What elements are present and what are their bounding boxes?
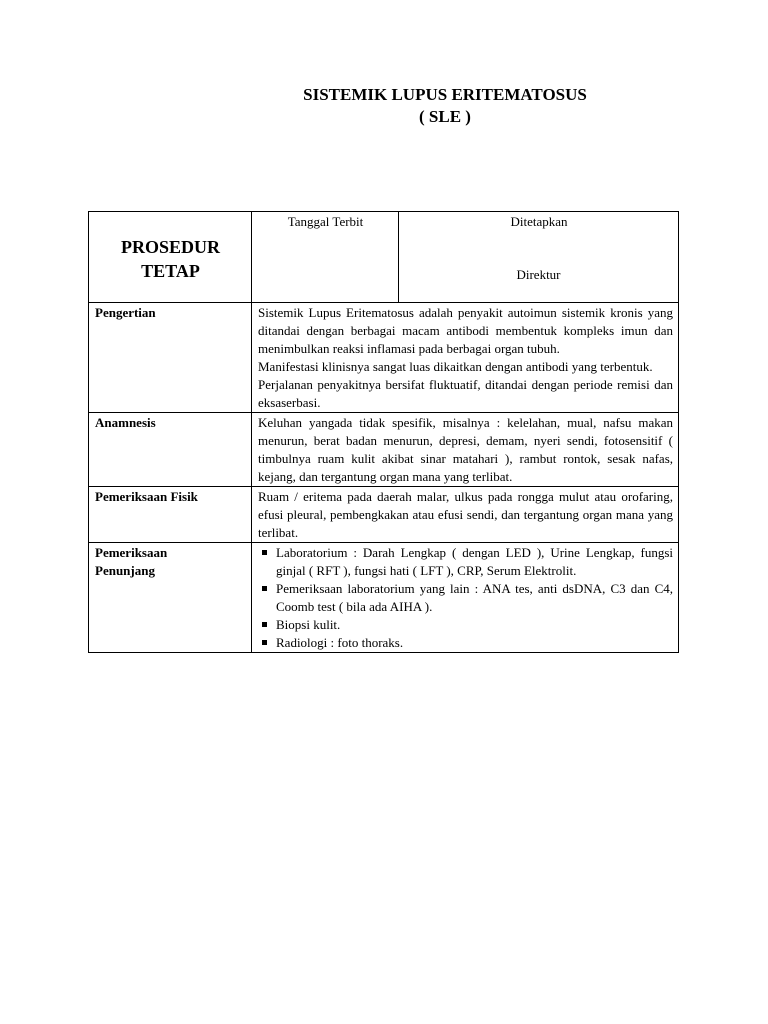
square-bullet-icon (262, 550, 267, 555)
row-anamnesis (89, 413, 679, 487)
pengertian-paragraph-1: Sistemik Lupus Eritematosus adalah penyakit autoimun sistemik kronis yang ditandai dengan berbagai macam antibodi membentuk kompleks imun dan menimbulkan reaksi inflamasi pada berbagai organ tubuh. (258, 305, 673, 356)
header-row (89, 212, 679, 303)
pemeriksaan-fisik-label: Pemeriksaan Fisik (89, 487, 252, 543)
list-item (258, 634, 673, 652)
tanggal-terbit-label: Tanggal Terbit (287, 214, 364, 229)
procedure-table (88, 211, 679, 653)
anamnesis-content (252, 413, 679, 487)
anamnesis-label: Anamnesis (89, 413, 252, 487)
pengertian-paragraph-3: Perjalanan penyakitnya bersifat fluktuatif, ditandai dengan periode remisi dan eksaserbasi. (258, 377, 673, 410)
pemeriksaan-fisik-text: Ruam / eritema pada daerah malar, ulkus pada rongga mulut atau orofaring, efusi pleural, pembengkakan atau efusi sendi, dan tergantung organ mana yang terlibat. (258, 489, 673, 540)
pengertian-content (252, 303, 679, 413)
row-pengertian (89, 303, 679, 413)
list-item-text: Pemeriksaan laboratorium yang lain : ANA tes, anti dsDNA, C3 dan C4, Coomb test ( bila ada AIHA ). (276, 581, 673, 614)
penunjang-list (258, 544, 673, 652)
row-pemeriksaan-fisik (89, 487, 679, 543)
list-item-text: Laboratorium : Darah Lengkap ( dengan LED ), Urine Lengkap, fungsi ginjal ( RFT ), fungsi hati ( LFT ), CRP, Serum Elektrolit. (276, 545, 673, 578)
tanggal-terbit-cell (252, 212, 399, 303)
list-item (258, 580, 673, 616)
prosedur-label: PROSEDUR (120, 237, 220, 257)
list-item-text: Radiologi : foto thoraks. (276, 635, 404, 650)
pemeriksaan-fisik-content (252, 487, 679, 543)
square-bullet-icon (262, 586, 267, 591)
ditetapkan-label: Ditetapkan (510, 214, 568, 229)
penunjang-label-line-2: Penunjang (95, 563, 155, 578)
row-pemeriksaan-penunjang (89, 543, 679, 653)
prosedur-tetap-cell (89, 212, 252, 303)
document-title (240, 84, 650, 128)
title-line-2: ( SLE ) (419, 107, 471, 126)
title-line-1: SISTEMIK LUPUS ERITEMATOSUS (303, 85, 587, 104)
square-bullet-icon (262, 640, 267, 645)
pemeriksaan-label-line-1: Pemeriksaan (95, 545, 168, 560)
pemeriksaan-penunjang-label (89, 543, 252, 653)
pengertian-label: Pengertian (89, 303, 252, 413)
list-item (258, 616, 673, 634)
pemeriksaan-penunjang-content (252, 543, 679, 653)
ditetapkan-cell (399, 212, 679, 303)
pengertian-paragraph-2: Manifestasi klinisnya sangat luas dikaitkan dengan antibodi yang terbentuk. (258, 359, 653, 374)
list-item (258, 544, 673, 580)
tetap-label: TETAP (141, 261, 200, 281)
direktur-label: Direktur (516, 267, 561, 282)
list-item-text: Biopsi kulit. (276, 617, 341, 632)
square-bullet-icon (262, 622, 267, 627)
anamnesis-text: Keluhan yangada tidak spesifik, misalnya : kelelahan, mual, nafsu makan menurun, berat badan menurun, depresi, demam, nyeri sendi, fotosensitif ( timbulnya ruam kulit akibat sinar matahari ), rambut rontok, sesak nafas, kejang, dan tergantung organ mana yang terlibat. (258, 415, 673, 484)
